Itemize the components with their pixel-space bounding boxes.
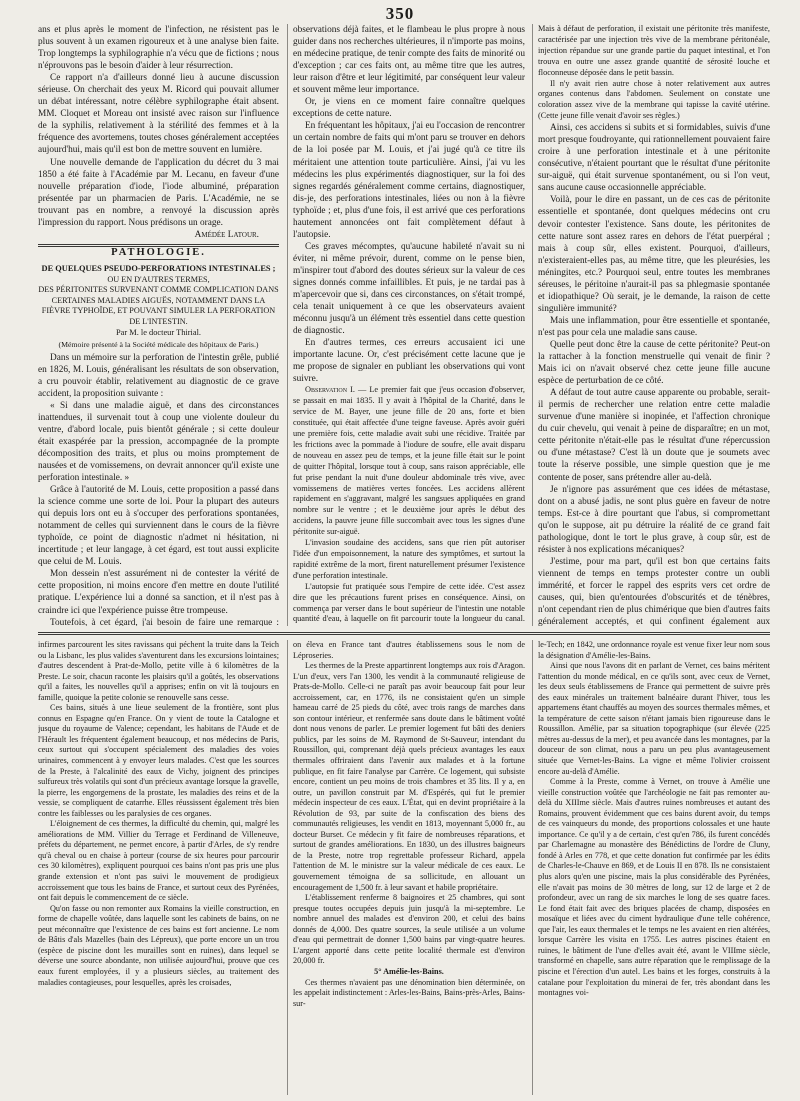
paragraph: L'établissement renferme 8 baignoires et 25 chambres, qui sont presque toutes occupées depuis juin jusqu'à la mi-septembre. Le nombre annuel des malades est d'environ 200, et celui des bains donnés de 4,000. Des quatre sources, la seule utilisée a un volume d'eau qui permettrait de donner 1,500 bains par vingt-quatre heures. L'argent apporté dans cette petite localité thermale est d'environ 20,000 fr. [293,893,525,966]
section-title: PATHOLOGIE. [111,246,206,258]
paragraph: Qu'on fasse ou non remonter aux Romains la vieille construction, en forme de chapelle voûtée, dans laquelle sont les cabinets de bains, on ne peut méconnaître que l'existence de ces bains est fort ancienne. Le nom de Bâtis d'als Mazelles (bain des Lépreux), que porte encore un un trou (espèce de piscine dont les murailles sont en ruines), dans lequel se déverse une source abondante, non utilisée aujourd'hui, prouve que ces eaux furent employées, il y a plusieurs siècles, au traitement des maladies contagieuses, pour lesquelles, après les croisades, [38,903,279,987]
paragraph: ans et plus après le moment de l'infection, ne résistent pas le plus souvent à un examen rigoureux et à une analyse bien faite. Trop longtemps la syphilographie n'a vécu que de fictions ; nous n'éprouvons pas le besoin d'aider à leur résurrection. [38,25,279,72]
signature: Amédée Latour. [194,229,259,240]
paragraph: Ce rapport n'a d'ailleurs donné lieu à aucune discussion sérieuse. On cherchait des yeux M. Ricord qui pouvait allumer un débat intéressant, notre célèbre syphilographe était absent. MM. Cloquet et Moreau ont insisté avec raison sur l'influence de la syphilis, relativement à la stérilité des femmes et à la fréquence des avortemens, toutes choses généralement acceptées aujourd'hui, mais qu'il est bon de mettre souvent en lumière. [38,73,279,156]
paragraph: Une nouvelle demande de l'application du décret du 3 mai 1850 a été faite à l'Académie par M. Lecanu, en faveur d'une nouvelle préparation d'iode, l'iode albuminé, préparation présentée par un pharmacien de Paris. L'Académie, ne se trouvant pas en nombre, a renvoyé la discussion après l'impression du rapport. Nous prédisons un orage. [38,157,279,228]
paragraph: Les thermes de la Preste appartinrent longtemps aux rois d'Aragon. L'un d'eux, vers l'an 1300, les vendit à la communauté religieuse de Prats-de-Mollo. Celle-ci ne paraît pas avoir beaucoup fait pour leur accroissement, car, en 1776, ils ne consistaient qu'en un simple hameau carré de 25 pieds du côté, avec trois rangs de marches dans son contour intérieur, et renfermée sans doute dans le bâtiment voûté dont nous venons de parler. Le premier logement fut bâti des deniers publics, par les soins de M. Raymond de St-Sauveur, intendant du Roussillon, qui, comprenant déjà quels précieux avantages les eaux thermales offriraient dans l'avenir aux malades et à la fortune publique, en fit faire l'analyse par Carrère. Ce logement, qui subsiste encore, contient un peu moins de trois chambres et 35 lits. Il y a, en outre, un pavillon construit par M. d'Espérés, qui fut le premier médecin inspecteur de ces eaux. L'État, qui en devint propriétaire à la Révolution de 93, par suite de la confiscation des biens des communautés religieuses, les vendit en 1813, moyennant 5,000 fr., au docteur Burset. Ce médecin y fit faire de nombreuses réparations, et surtout de grandes améliorations. En 1830, un des illustres baigneurs de la Preste, notre trop regrettable professeur Richard, appela l'attention de M. le ministre sur la valeur médicale de ces eaux. Le gouvernement témoigna de sa sollicitude, en allouant un encouragement de 1,500 fr. à leur savant et habile propriétaire. [293,661,525,892]
column-rule [287,640,288,1095]
paragraph: Ainsi que nous l'avons dit en parlant de Vernet, ces bains méritent l'attention du monde médical, en ce qu'ils sont, avec ceux de Vernet, les deux seuls établissemens de France qui permettent de suivre près des eaux minérales un traitement balnéaire durant l'hiver, tous les appartemens étant chauffés au moyen des sources thermales mêmes, et la température de cette saison n'étant jamais bien rigoureuse dans le Roussillon. Amélie, par sa situation topographique (sur élevée (225 mètres au-dessus de la mer), et peu avancée dans les montagnes, par la douceur de son climat, nous a paru un peu plus avantageusement située que Vernet-les-Bains. La vigne et même l'olivier croissent encore au-delà d'Amélie. [538,661,770,776]
paragraph: on éleva en France tant d'autres établissemens sous le nom de Léproseries. [293,640,525,660]
bottom-column-2 [293,640,525,1095]
paragraph: Voilà, pour le dire en passant, un de ces cas de péritonite essentielle et spontanée, dont quelques médecins ont cru devoir contester l'existence. Sans doute, les péritonites de cette nature sont assez rares en dehors de l'état puerpéral ; mais à coup sûr, elles existent. Pourquoi, d'ailleurs, n'existeraient-elles pas, au même titre, que les pleurésies, les méningites, etc.? Pourquoi seul, entre toutes les membranes séreuses, le péritoine n'aurait-il pas sa phlegmasie spontanée et idiopathique? Où serait, je le demande, la raison de cette singulière immunité? [538,195,770,314]
column-rule [287,24,288,626]
paragraph: Mon dessein n'est assurément ni de contester la vérité de cette proposition, ni moins encore d'en mettre en doute l'utilité pratique. L'expérience lui a donné sa sanction, et il n'est pas à craindre ici que l'expérience puisse être trompeuse. [38,569,279,616]
paragraph: Mais une inflammation, pour être essentielle et spontanée, n'est pas pour cela une maladie sans cause. [538,315,770,338]
paragraph: L'autopsie fut pratiquée sous l'empire de cette idée. C'est assez dire que les précautions furent prises en conséquence. Ainsi, on commença par verser dans le bout supérieur de l'intestin une notable quantité d'eau, à laquelle on fit parcourir toute la longueur du canal. [293,581,525,624]
observation-text: — Le premier fait que j'eus occasion d'observer, se passait en mai 1835. Il y avait à l'hôpital de la Charité, dans le service de M. Bayer, une jeune fille de 20 ans, forte et bien constituée, qui était affectée d'une teigne faveuse. Après avoir guéri une première fois, cette maladie avait subi une récidive. Traitée par les frictions avec la pommade à l'iodure de soufre, elle avait disparu de nouveau en assez peu de temps, et la jeune fille était sur le point de quitter l'hôpital, lorsque tout à coup, sans raison appréciable, elle fut prise pendant la nuit d'une douleur abdominale très vive, avec vomissemens de matières vertes foncées. Les accidens allèrent rapidement en s'aggravant, malgré les sangsues appliquées en grand nombre sur le ventre ; et le deuxième jour après le début des accidens, la pauvre jeune fille succombait avec tous les signes d'une péritonite sur-aiguë. [293,385,525,537]
divider [129,259,189,260]
column-rule [532,24,533,626]
bottom-column-1 [38,640,279,1095]
observation-label: Observation I. [305,385,355,395]
paragraph: Je n'ignore pas assurément que ces idées de métastase, dont on a abusé jadis, ne sont plus guère en faveur de notre temps. Est-ce à dire pourtant que l'abus, si compromettant qu'on le suppose, ait pu détruire la réalité de ce grand fait pathologique, dont le tort le plus grave, à coup sûr, est de résister à nos explications mécaniques? [538,484,770,555]
paragraph: Toutefois, à cet égard, j'ai besoin de faire une remarque : [50,617,279,626]
paragraph: Comme à la Preste, comme à Vernet, on trouve à Amélie une vieille construction voûtée que l'archéologie ne fait pas remonter au-delà du XIIIme siècle. Mais d'autres ruines nombreuses et autant des Romains, prouvent évidemment que ces bains durent avoir, du temps de ces vainqueurs du monde, des proportions colossales et une haute importance. Ce qu'il y a de certain, c'est qu'en 786, ils furent concédés par Charlemagne au monastère des Bénédictins de l'ordre de Cluny, fondé à Arles en 778, et que cette donation fut confirmée par les édits de Charles-le-Chauve en 869, et de Louis II en 878. Ils ne consistaient plus alors qu'en une piscine, mais la plus considérable des Pyrénées, elle n'avait pas moins de 30 mètres de long, sur 12 de large et 2 de profondeur, avec un rang de six marches le long de ses quatre faces. Le fond était fait avec des briques placées de champ, disposées en mosaïque et liées avec du ciment hydraulique d'une telle cohérence, que l'air, les eaux thermales et le temps ne les avaient en rien altérées, lorsque Carrère les visita en 1755. Les autres piscines étaient en ruines, le bâtiment de l'une d'elles avait été, avant le VIIIme siècle, transformé en chapelle, sans autre réparation que le remplissage de la piscine et l'érection d'un autel. Les bains et les forges, construits à la catalane pour l'exploitation du minerai de fer, très abondant dans les montagnes voi- [538,777,770,998]
bottom-column-3 [538,640,770,1095]
observation-1 [293,385,525,538]
paragraph: Grâce à l'autorité de M. Louis, cette proposition a passé dans la science comme une sorte de loi. Pour la plupart des auteurs qui depuis lors ont eu à s'occuper des perforations spontanées, notamment de celles qui surviennent dans le cours de la fièvre typhoïde, ce point de diagnostic n'admet ni hésitation, ni incertitude ; et leur langage, à cet égard, est tout aussi explicite que celui de M. Louis. [38,485,279,568]
paragraph: Ces graves mécomptes, qu'aucune habileté n'avait su ni éviter, ni même prévoir, durent, comme on le pense bien, m'inspirer tout d'abord des doutes sérieux sur la valeur de ces signes donnés comme infaillibles. Et puis, je ne tardai pas à m'apercevoir que si, dans ces circonstances, on s'était trompé, cela tenait uniquement à ce que les observateurs avaient méconnu jusqu'à un élément très essentiel dans cette question de diagnostic. [293,241,525,337]
article-title: DE QUELQUES PSEUDO-PERFORATIONS INTESTINALES ; [41,263,276,273]
paragraph: Or, je viens en ce moment faire connaître quelques exceptions de cette nature. [293,97,525,120]
section-divider [38,632,770,635]
paragraph: « Si dans une maladie aiguë, et dans des circonstances inattendues, il survenait tout à coup une violente douleur du ventre, d'abord locale, puis bientôt générale ; si cette douleur était exaspérée par la pression, accompagnée de la prompte décomposition des traits, et plus ou moins promptement de nausées et de vomissemens, on devrait annoncer qu'il existe une perforation intestinale. » [38,400,279,483]
paragraph: En d'autres termes, ces erreurs accusaient ici une importante lacune. Or, c'est précisément cette lacune que je me propose de signaler en publiant les observations qui vont suivre. [293,338,525,385]
paragraph: Mais à défaut de perforation, il existait une péritonite très manifeste, caractérisée par une injection très vive de la membrane péritonéale, injection répandue sur une grande partie du paquet intestinal, et l'on trouva en outre une assez grande quantité de sérosité louche et floconneuse déposée dans le petit bassin. [538,24,770,77]
article-title-2: OU EN D'AUTRES TERMES, [107,274,210,284]
paragraph: Il n'y avait rien autre chose à noter relativement aux autres organes contenus dans l'abdomen. Seulement on constate une coloration assez vive de la membrane qui tapisse la cavité utérine. (Cette jeune fille venait d'avoir ses règles.) [538,78,770,121]
paragraph: Quelle peut donc être la cause de cette péritonite? Peut-on la rattacher à la fonction menstruelle qui venait de finir ? Mais ici on n'avait observé chez cette jeune fille aucune espèce de perturbation de ce côté. [538,340,770,387]
article-subtitle: DES PÉRITONITES SURVENANT COMME COMPLICATION DANS CERTAINES MALADIES AIGUËS, NOTAMMENT DANS LA FIÈVRE TYPHOÏDE, ET POUVANT SIMULER LA PERFORATION DE L'INTESTIN. [38,285,279,326]
top-column-1 [38,24,279,626]
paragraph: J'estime, pour ma part, qu'il est bon que certains faits viennent de temps en temps protester contre un oubli immérité, et forcer le rappel des esprits vers cet ordre de causes, qui, bien qu'entourées d'obscurités et de ténèbres, n'ont cependant rien de plus chimérique que bien d'autres faits généralement acceptés, et qui confinent également aux [538,556,770,626]
subheading: 5° Amélie-les-Bains. [374,966,444,976]
top-column-2 [293,24,525,626]
article-note: (Mémoire présenté à la Société médicale des hôpitaux de Paris.) [58,340,259,350]
paragraph: En fréquentant les hôpitaux, j'ai eu l'occasion de rencontrer un certain nombre de faits qui m'ont paru se trouver en dehors de la loi posée par M. Louis, et j'ai jugé qu'à ce titre ils méritaient une attention toute particulière. Ainsi, j'ai vu les médecins les plus expérimentés diagnostiquer, sur la foi des signes regardés généralement comme certains, diagnostiquer, dis-je, des perforations intestinales, liées ou non à la fièvre typhoïde ; et, plus d'une fois, il est arrivé que ces perforations hautement annoncées ont fait complètement défaut à l'autopsie. [293,121,525,240]
paragraph: infirmes parcourent les sites ravissans qui péchent la truite dans la Teich ou la Lisbanc, les plus valides s'aventurent dans les excursions lointaines; d'autres descendent à Prat-de-Mollo, petite ville à 6 kilomètres de la Preste. Le soir, chacun raconte les plaisirs qu'il a goûtés, les observations qu'il a faites, les nouvelles qu'il a apprises; enfin on vit là toujours en famille, quoique la petite colonie se renouvelle sans cesse. [38,640,279,702]
paragraph: le-Tech; en 1842, une ordonnance royale est venue fixer leur nom sous la désignation d'Amélie-les-Bains. [538,640,770,660]
page-number: 350 [385,4,415,23]
paragraph: Ces bains, situés à une lieue seulement de la frontière, sont plus connus en Espagne qu'en France. On y vient de toute la Catalogne et jusque du royaume de Valence; cependant, les habitans de l'Aude et de l'Hérault les fréquentent également beaucoup, et nos médecins de Paris, ceux surtout qui s'occupent spécialement des maladies des voies urinaires, commencent à y envoyer leurs malades. C'est que les sources de la Preste, à l'alcalinité des eaux de Vichy, joignent des principes sulfureux très volatils qui sont d'un précieux avantage lorsque la gravelle, la pierre, les engorgemens de la prostate, les maladies des reins et de la vessie, se compliquent de catarrhe. Elles réussissent également très bien contre les faiblesses ou les paralysies de ces organes. [38,703,279,818]
paragraph: Ces thermes n'avaient pas une dénomination bien déterminée, on les appelait indistinctement : Arles-les-Bains, Bains-près-Arles, Bains-sur- [293,977,525,1008]
column-rule [532,640,533,1095]
paragraph: A défaut de tout autre cause apparente ou probable, serait-il permis de rechercher une relation entre cette maladie survenue d'une manière si inopinée, et l'affection chronique du cuir chevelu, qui venait à peine de disparaître; en un mot, cette péritonite n'était-elle pas le résultat d'une répercussion ou d'une métastase? C'est là un doute que je soumets avec toute la réserve possible, une simple question que je me contente de poser, sans prétendre aller au-delà. [538,388,770,483]
top-column-3 [538,24,770,626]
paragraph: L'invasion soudaine des accidens, sans que rien pût autoriser l'idée d'un empoisonnement, la nature des symptômes, et surtout la rapidité extrême de la mort, firent naturellement présumer l'existence d'une perforation intestinale. [293,538,525,580]
article-author: Par M. le docteur Thirial. [116,328,201,338]
paragraph: observations déjà faites, et le flambeau le plus propre à nous guider dans nos recherches ultérieures, il n'importe pas moins, en médecine pratique, de tenir compte des faits de minorité ou d'exception ; car ces faits ont, au même titre que les autres, leur raison d'être et leur légitimité, par conséquent leur valeur et souvent même leur importance. [293,25,525,96]
paragraph: Dans un mémoire sur la perforation de l'intestin grêle, publié en 1826, M. Louis, généralisant les résultats de son observation, a cru pouvoir établir, relativement au diagnostic de ce grave accident, la proposition suivante : [38,352,279,399]
paragraph: L'éloignement de ces thermes, la difficulté du chemin, qui, malgré les améliorations de MM. Villier du Terrage et Ferdinand de Villeneuve, préfets du département, ne permet encore, à partir d'Arles, de s'y rendre qu'à cheval ou en chaise à porteur (course de six heures pour parcourir ces 30 kilomètres), expliquent pourquoi ces bains n'ont pas pris une plus grande extension et n'ont pas suivi le mouvement de prodigieux accroissement que tous les bains de France, et surtout ceux des Pyrénées, ont fait depuis le commencement de ce siècle. [38,819,279,903]
paragraph: Ainsi, ces accidens si subits et si formidables, suivis d'une mort presque foudroyante, qui rationnellement pouvaient faire croire à une perforation intestinale et à une péritonite consécutive, n'étaient pourtant que le résultat d'une péritonite sur-aiguë, qui était survenue spontanément, ou si l'on veut, sans aucune cause occasionnelle appréciable. [538,123,770,194]
